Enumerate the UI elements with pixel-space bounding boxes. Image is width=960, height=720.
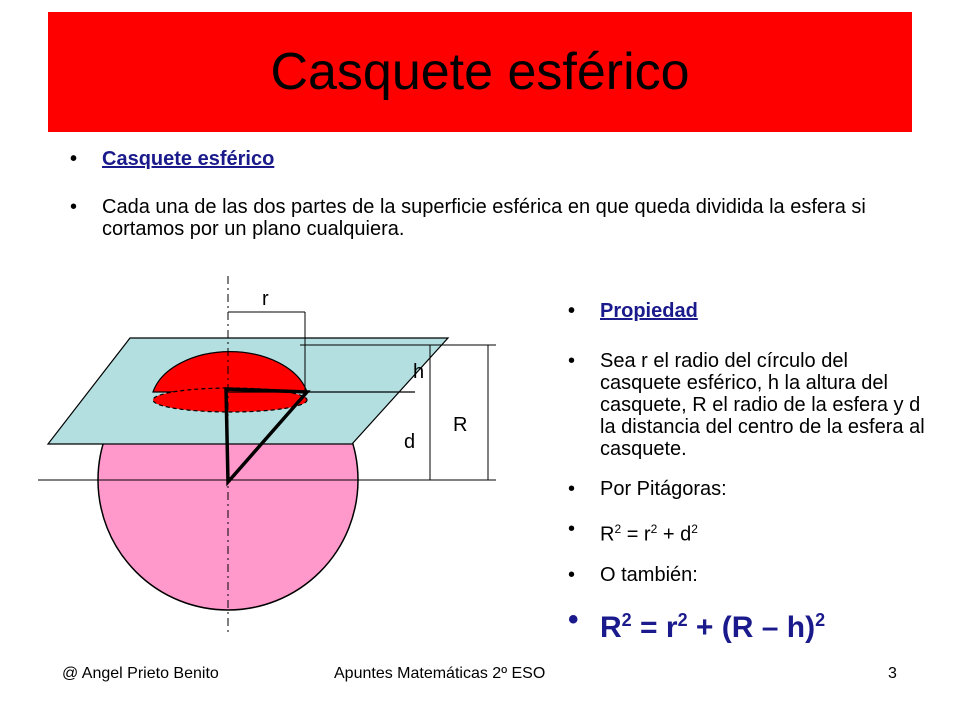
property-list — [560, 300, 930, 662]
formula-2: • $R^2 = r^2 + (R - h)^2$ — [560, 604, 930, 644]
label-R: R — [453, 414, 468, 436]
footer-course: Apuntes Matemáticas 2º ESO — [334, 665, 546, 682]
label-r: r — [262, 288, 269, 310]
label-d: d — [404, 431, 416, 453]
footer-author: @ Angel Prieto Benito — [62, 665, 219, 682]
footer-page-number: 3 — [888, 665, 897, 682]
property-description: • Sea r el radio del círculo del casquete esférico, h la altura del casquete, R el radio de la esfera y d la distancia del centro de la esfera al casquete. — [560, 350, 930, 460]
intro-definition: • Cada una de las dos partes de la superficie esférica en que queda dividida la esfera si cortamos por un plano cualquiera. — [62, 196, 882, 240]
title-bar — [48, 12, 912, 132]
intro-list — [62, 148, 882, 240]
intro-heading: • Casquete esférico — [62, 148, 882, 170]
property-heading: • Propiedad — [560, 300, 930, 322]
formula-1: • $R^2 = r^2 + d^2$ — [560, 518, 930, 546]
label-h: h — [413, 361, 425, 383]
pitagoras-label: • Por Pitágoras: — [560, 478, 930, 500]
also-label: • O también: — [560, 564, 930, 586]
spherical-cap-diagram — [0, 270, 520, 640]
page-title: Casquete esférico — [270, 43, 690, 101]
